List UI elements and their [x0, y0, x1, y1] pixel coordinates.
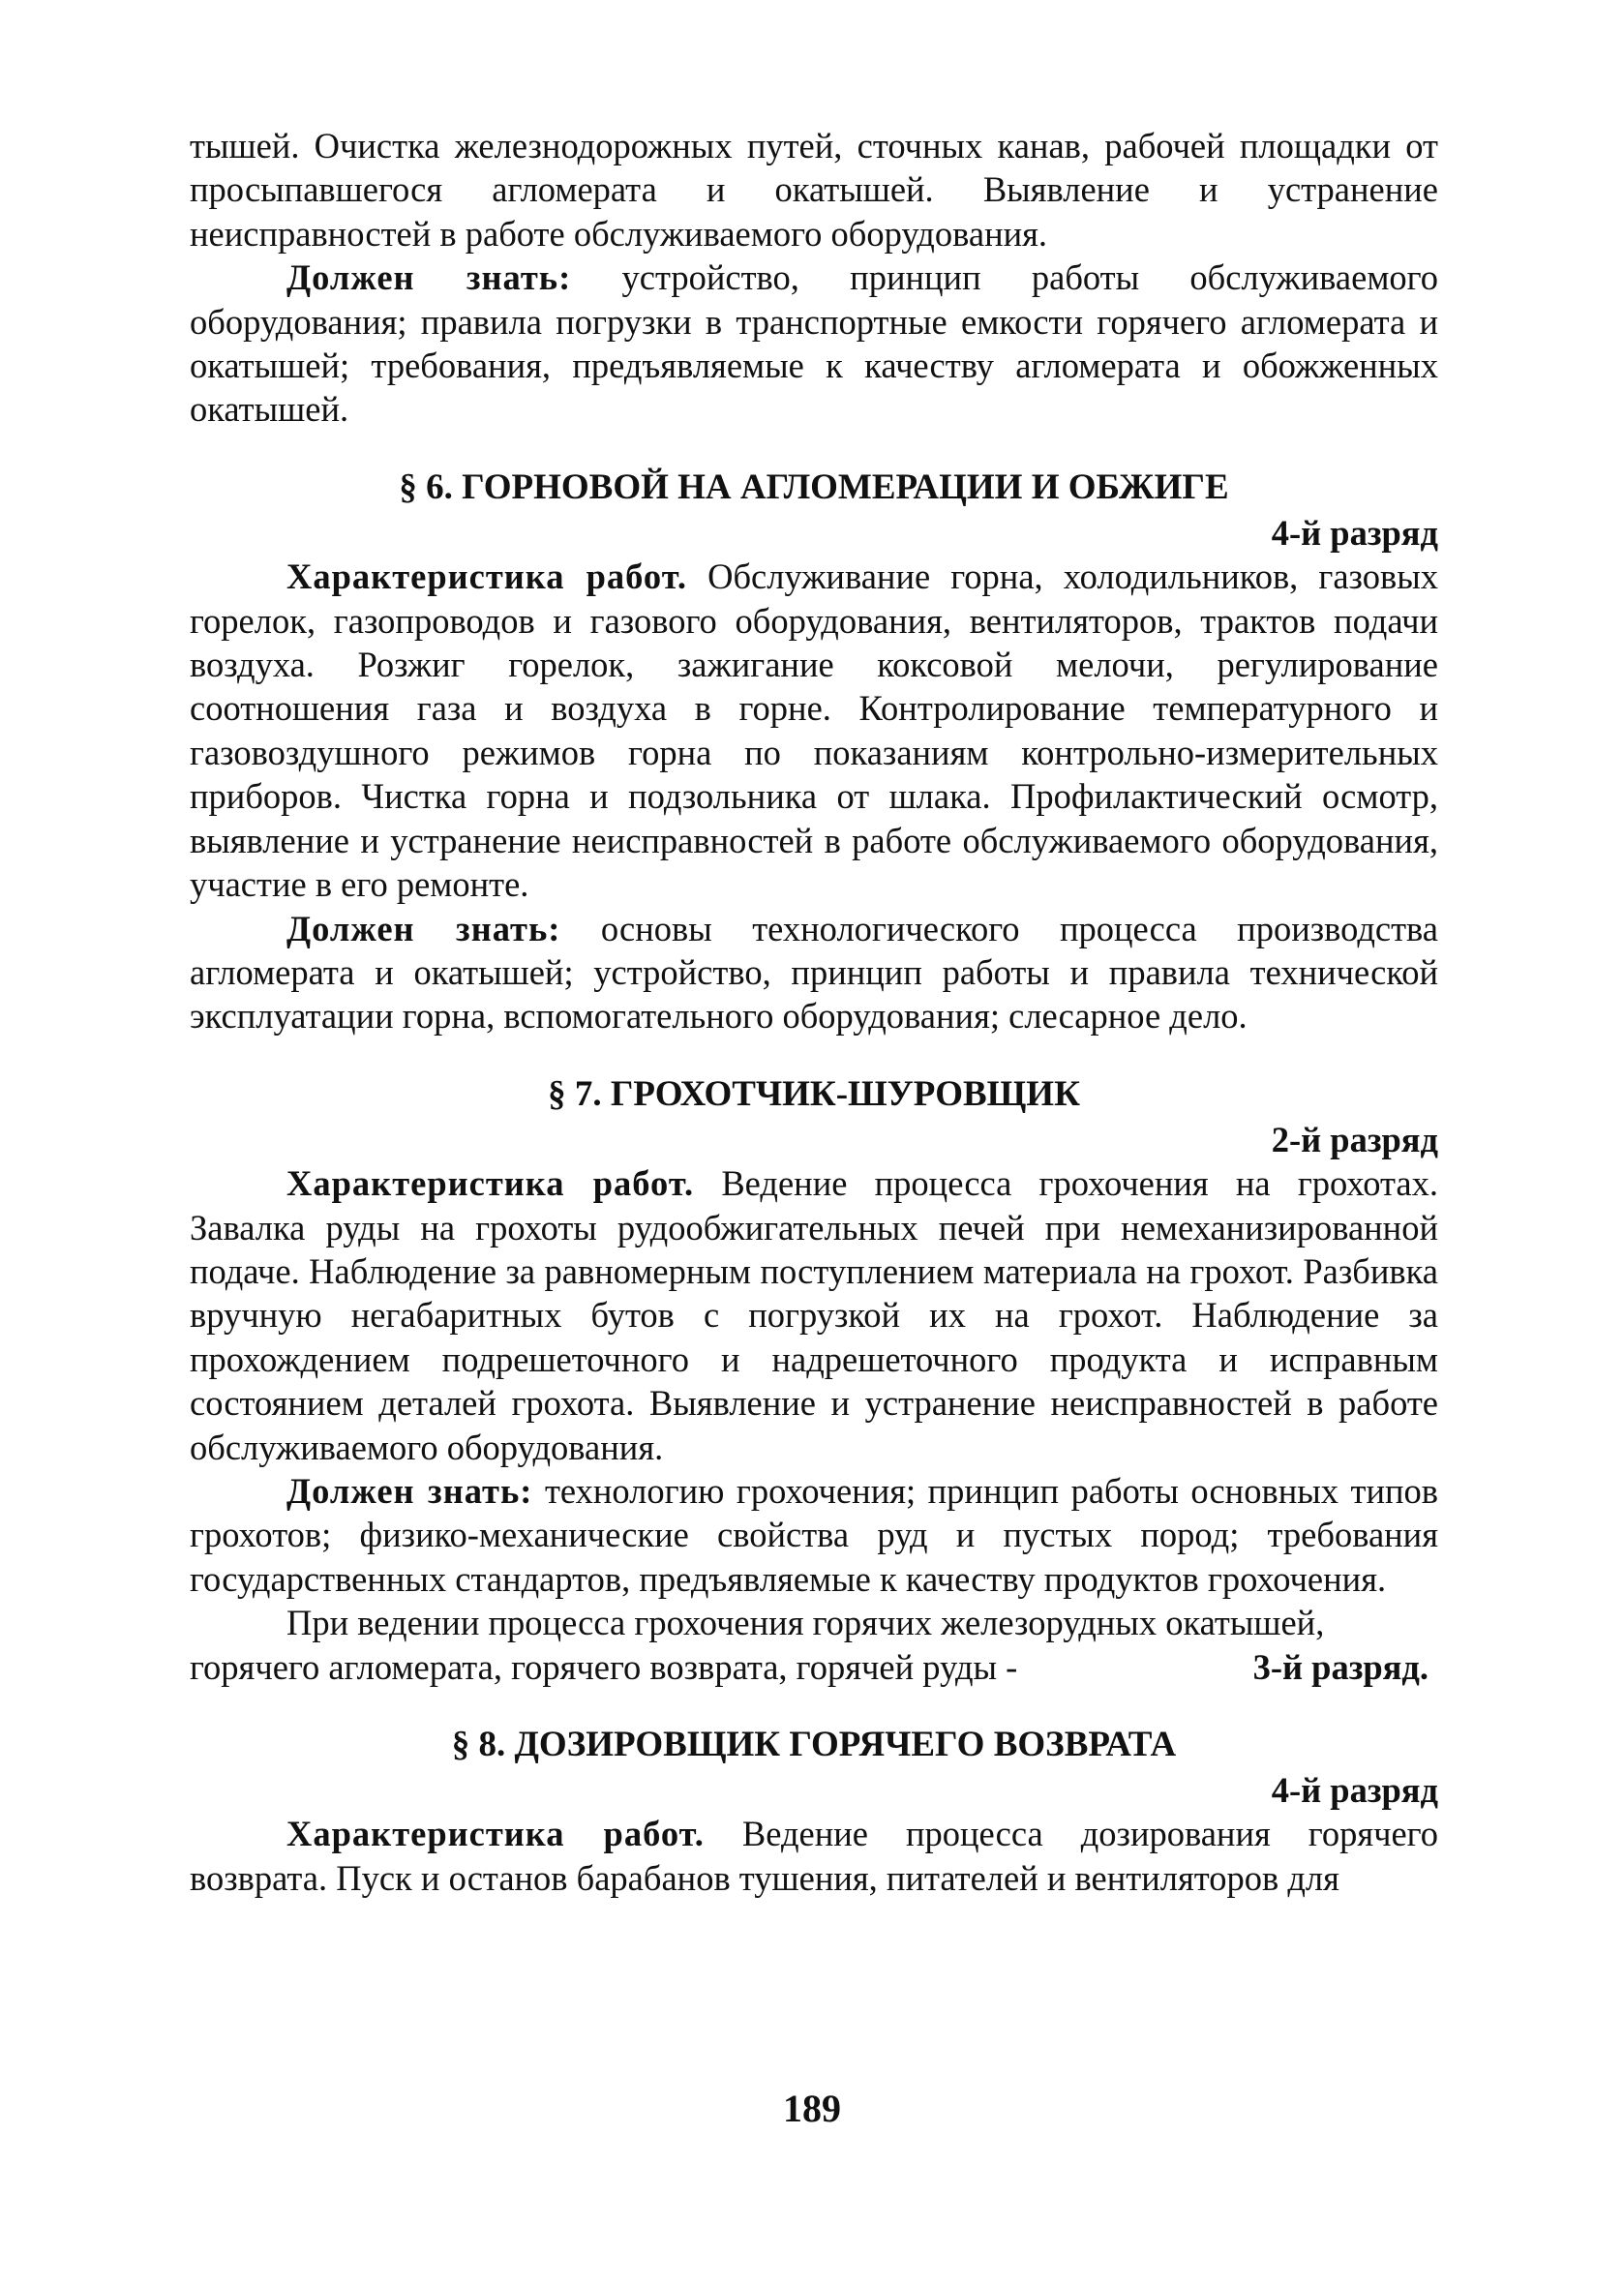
grade-note-line-1: При ведении процесса грохочения горячих железорудных окатышей, [286, 1603, 1325, 1643]
work-text: Обслуживание горна, холодильников, газовых горелок, газопроводов и газового оборудования, вентиляторов, трактов подачи воздуха. Розжиг горелок, зажигание коксовой мелочи, регулирование соотношения газа и воздуха в горне. Контролирование температурного и газовоздушного режимов горна по показаниям контрольно-измерительных приборов. Чистка горна и подзольника от шлака. Профилактический осмотр, выявление и устранение неисправностей в работе обслуживаемого оборудования, участие в его ремонте. [190, 556, 1439, 905]
document-page [190, 124, 1438, 1900]
work-characteristics [190, 1812, 1438, 1900]
must-know-text: основы технологического процесса производства агломерата и окатышей; устройство, принцип работы и правила технической эксплуатации горна, вспомогательного оборудования; слесарное дело. [190, 908, 1438, 1037]
continuation-must-know [190, 256, 1438, 432]
work-characteristics [190, 555, 1438, 906]
must-know-text: устройство, принцип работы обслуживаемого оборудования; правила погрузки в транспортные емкости горячего агломерата и окатышей; требования, предъявляемые к качеству агломерата и обожженных окатышей. [190, 257, 1438, 430]
work-characteristics [190, 1161, 1438, 1469]
must-know-paragraph [190, 1469, 1438, 1601]
page-number: 189 [783, 2087, 841, 2130]
must-know-paragraph [190, 907, 1438, 1038]
section-grade: 2-й разряд [1271, 1119, 1438, 1159]
must-know-text: технологию грохочения; принцип работы основных типов грохотов; физико-механические свойства руд и пустых пород; требования государственных стандартов, предъявляемые к качеству продуктов грохочения. [190, 1470, 1438, 1599]
work-label: Характеристика работ. [286, 556, 688, 597]
work-text: Ведение процесса грохочения на грохотах. Завалка руды на грохоты рудообжигательных печей при немеханизированной подаче. Наблюдение за равномерным поступлением материала на грохот. Разбивка вручную негабаритных бутов с погрузкой их на грохот. Наблюдение за прохождением подрешеточного и надрешеточного продукта и исправным состоянием деталей грохота. Выявление и устранение неисправностей в работе обслуживаемого оборудования. [190, 1163, 1438, 1467]
section-grade: 4-й разряд [1271, 512, 1438, 553]
continuation-paragraph: тышей. Очистка железнодорожных путей, сточных канав, рабочей площадки от просыпавшегося агломерата и окатышей. Выявление и устранение неисправностей в работе обслуживаемого оборудования. [190, 126, 1438, 254]
section-grade: 4-й разряд [1271, 1770, 1438, 1810]
must-know-label: Должен знать: [286, 908, 561, 948]
work-text: Ведение процесса дозирования горячего возврата. Пуск и останов барабанов тушения, питателей и вентиляторов для [190, 1814, 1438, 1898]
grade-note-text: горячего агломерата, горячего возврата, горячей руды - [190, 1646, 1018, 1687]
work-label: Характеристика работ. [286, 1163, 695, 1204]
section-6 [190, 465, 1438, 1038]
section-title: § 7. ГРОХОТЧИК-ШУРОВЩИК [548, 1073, 1080, 1114]
grade-note-line-2 [190, 1645, 1438, 1689]
must-know-label: Должен знать: [286, 257, 572, 298]
section-8 [190, 1722, 1438, 1900]
grade-note-value: 3-й разряд. [1252, 1646, 1429, 1687]
work-label: Характеристика работ. [286, 1814, 705, 1854]
section-title: § 8. ДОЗИРОВЩИК ГОРЯЧЕГО ВОЗВРАТА [451, 1725, 1177, 1764]
section-7 [190, 1071, 1438, 1689]
section-title: § 6. ГОРНОВОЙ НА АГЛОМЕРАЦИИ И ОБЖИГЕ [399, 466, 1229, 507]
must-know-label: Должен знать: [286, 1470, 533, 1511]
